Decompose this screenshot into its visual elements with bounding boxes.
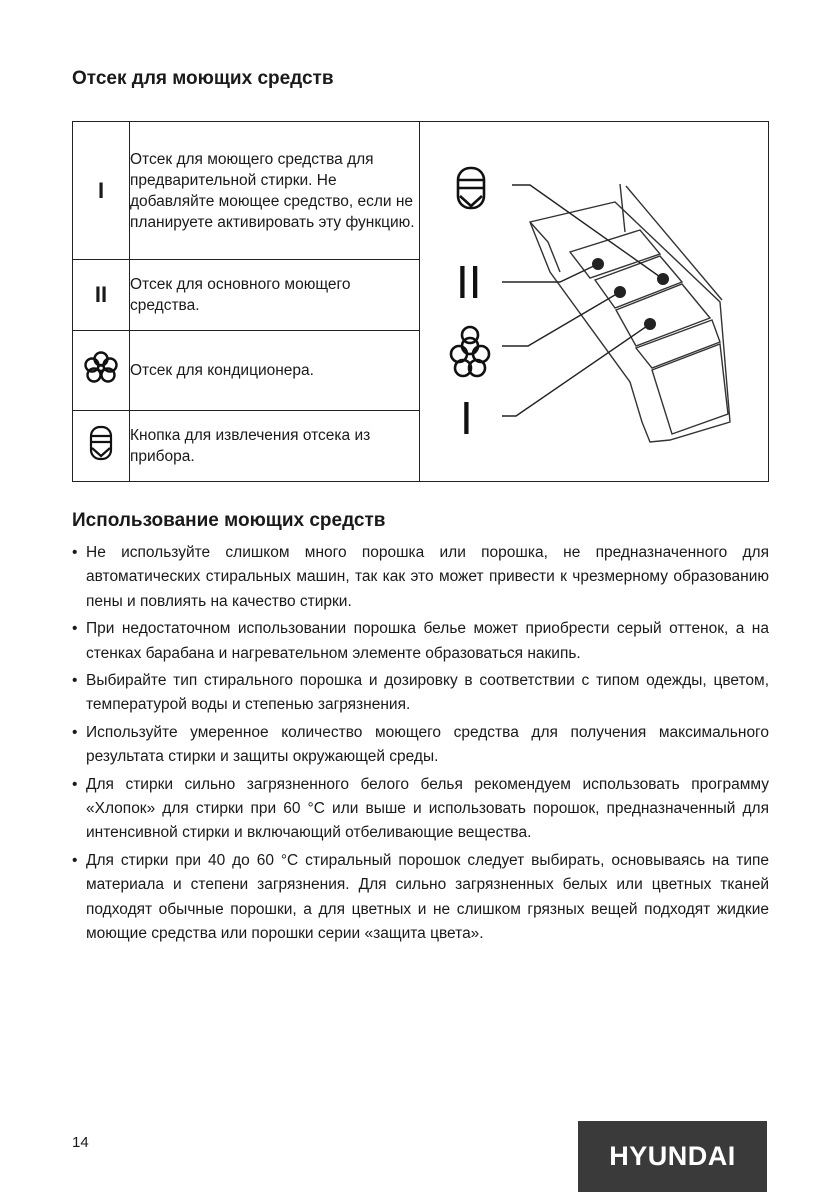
list-item-text: Не используйте слишком много порошка или порошка, не предназначенного для автоматических стиральных машин, так как это может привести к чрезмерному образованию пены и повлиять на качество стирки.: [86, 544, 769, 610]
symbol-cell: [73, 260, 130, 331]
description-release-button: Кнопка для извлечения отсека из прибора.: [130, 410, 420, 481]
release-button-icon: [88, 425, 114, 461]
description-main-wash: Отсек для основного моющего средства.: [130, 260, 420, 331]
list-item-text: Для стирки при 40 до 60 °С стиральный порошок следует выбирать, основываясь на типе материала и степени загрязнения. Для сильно загрязненных белых или цветных тканей подходят обычные порошки, а для цветных и не слишком грязных вещей подходят жидкие моющие средства или порошки серии «защита цвета».: [86, 851, 769, 943]
section-title-usage: Использование моющих средств: [72, 510, 386, 531]
brand-logo: HYUNDAI: [578, 1121, 767, 1192]
page-number: 14: [72, 1134, 89, 1151]
symbol-cell: [73, 410, 130, 481]
list-item-text: Используйте умеренное количество моющего средства для получения максимального результата стирки и защиты окружающей среды.: [86, 723, 769, 766]
list-item-text: Выбирайте тип стирального порошка и дозировку в соответствии с типом одежды, цветом, температурой воды и степенью загрязнения.: [86, 672, 769, 714]
dispenser-diagram-cell: [420, 122, 769, 482]
dispenser-diagram: [420, 122, 768, 476]
compartment-table: [72, 121, 769, 482]
description-prewash: Отсек для моющего средства для предварительной стирки. Не добавляйте моющее средство, если не планируете активировать эту функцию.: [130, 122, 420, 260]
bullet-icon: •: [72, 723, 78, 741]
description-softener: Отсек для кондиционера.: [130, 331, 420, 410]
list-item-text: Для стирки сильно загрязненного белого белья рекомендуем использовать программу «Хлопок» для стирки при 60 °С или выше и использовать порошок, предназначенный для интенсивной стирки и включающий отбеливающие вещества.: [86, 775, 769, 842]
section-title-dispenser: Отсек для моющих средств: [72, 68, 334, 89]
list-item: [72, 773, 769, 846]
bullet-icon: •: [72, 851, 78, 869]
main-wash-icon: II: [456, 256, 482, 308]
main-wash-icon: II: [94, 282, 108, 308]
bullet-icon: •: [72, 775, 78, 793]
prewash-icon: I: [97, 177, 105, 203]
list-item: [72, 669, 769, 718]
flower-icon: [83, 350, 119, 386]
release-button-icon: [458, 168, 484, 208]
usage-list: [72, 541, 769, 950]
symbol-cell: [73, 331, 130, 410]
bullet-icon: •: [72, 620, 78, 638]
symbol-cell: [73, 122, 130, 260]
bullet-icon: •: [72, 544, 78, 561]
list-item: [72, 721, 769, 770]
list-item: [72, 617, 769, 666]
list-item: [72, 541, 769, 614]
list-item: [72, 849, 769, 947]
flower-icon: [451, 327, 489, 376]
table-row: [73, 122, 769, 260]
list-item-text: При недостаточном использовании порошка белье может приобрести серый оттенок, а на стенках барабана и нагревательном элементе образоваться накипь.: [86, 620, 769, 662]
prewash-icon: I: [460, 392, 473, 444]
bullet-icon: •: [72, 672, 78, 690]
